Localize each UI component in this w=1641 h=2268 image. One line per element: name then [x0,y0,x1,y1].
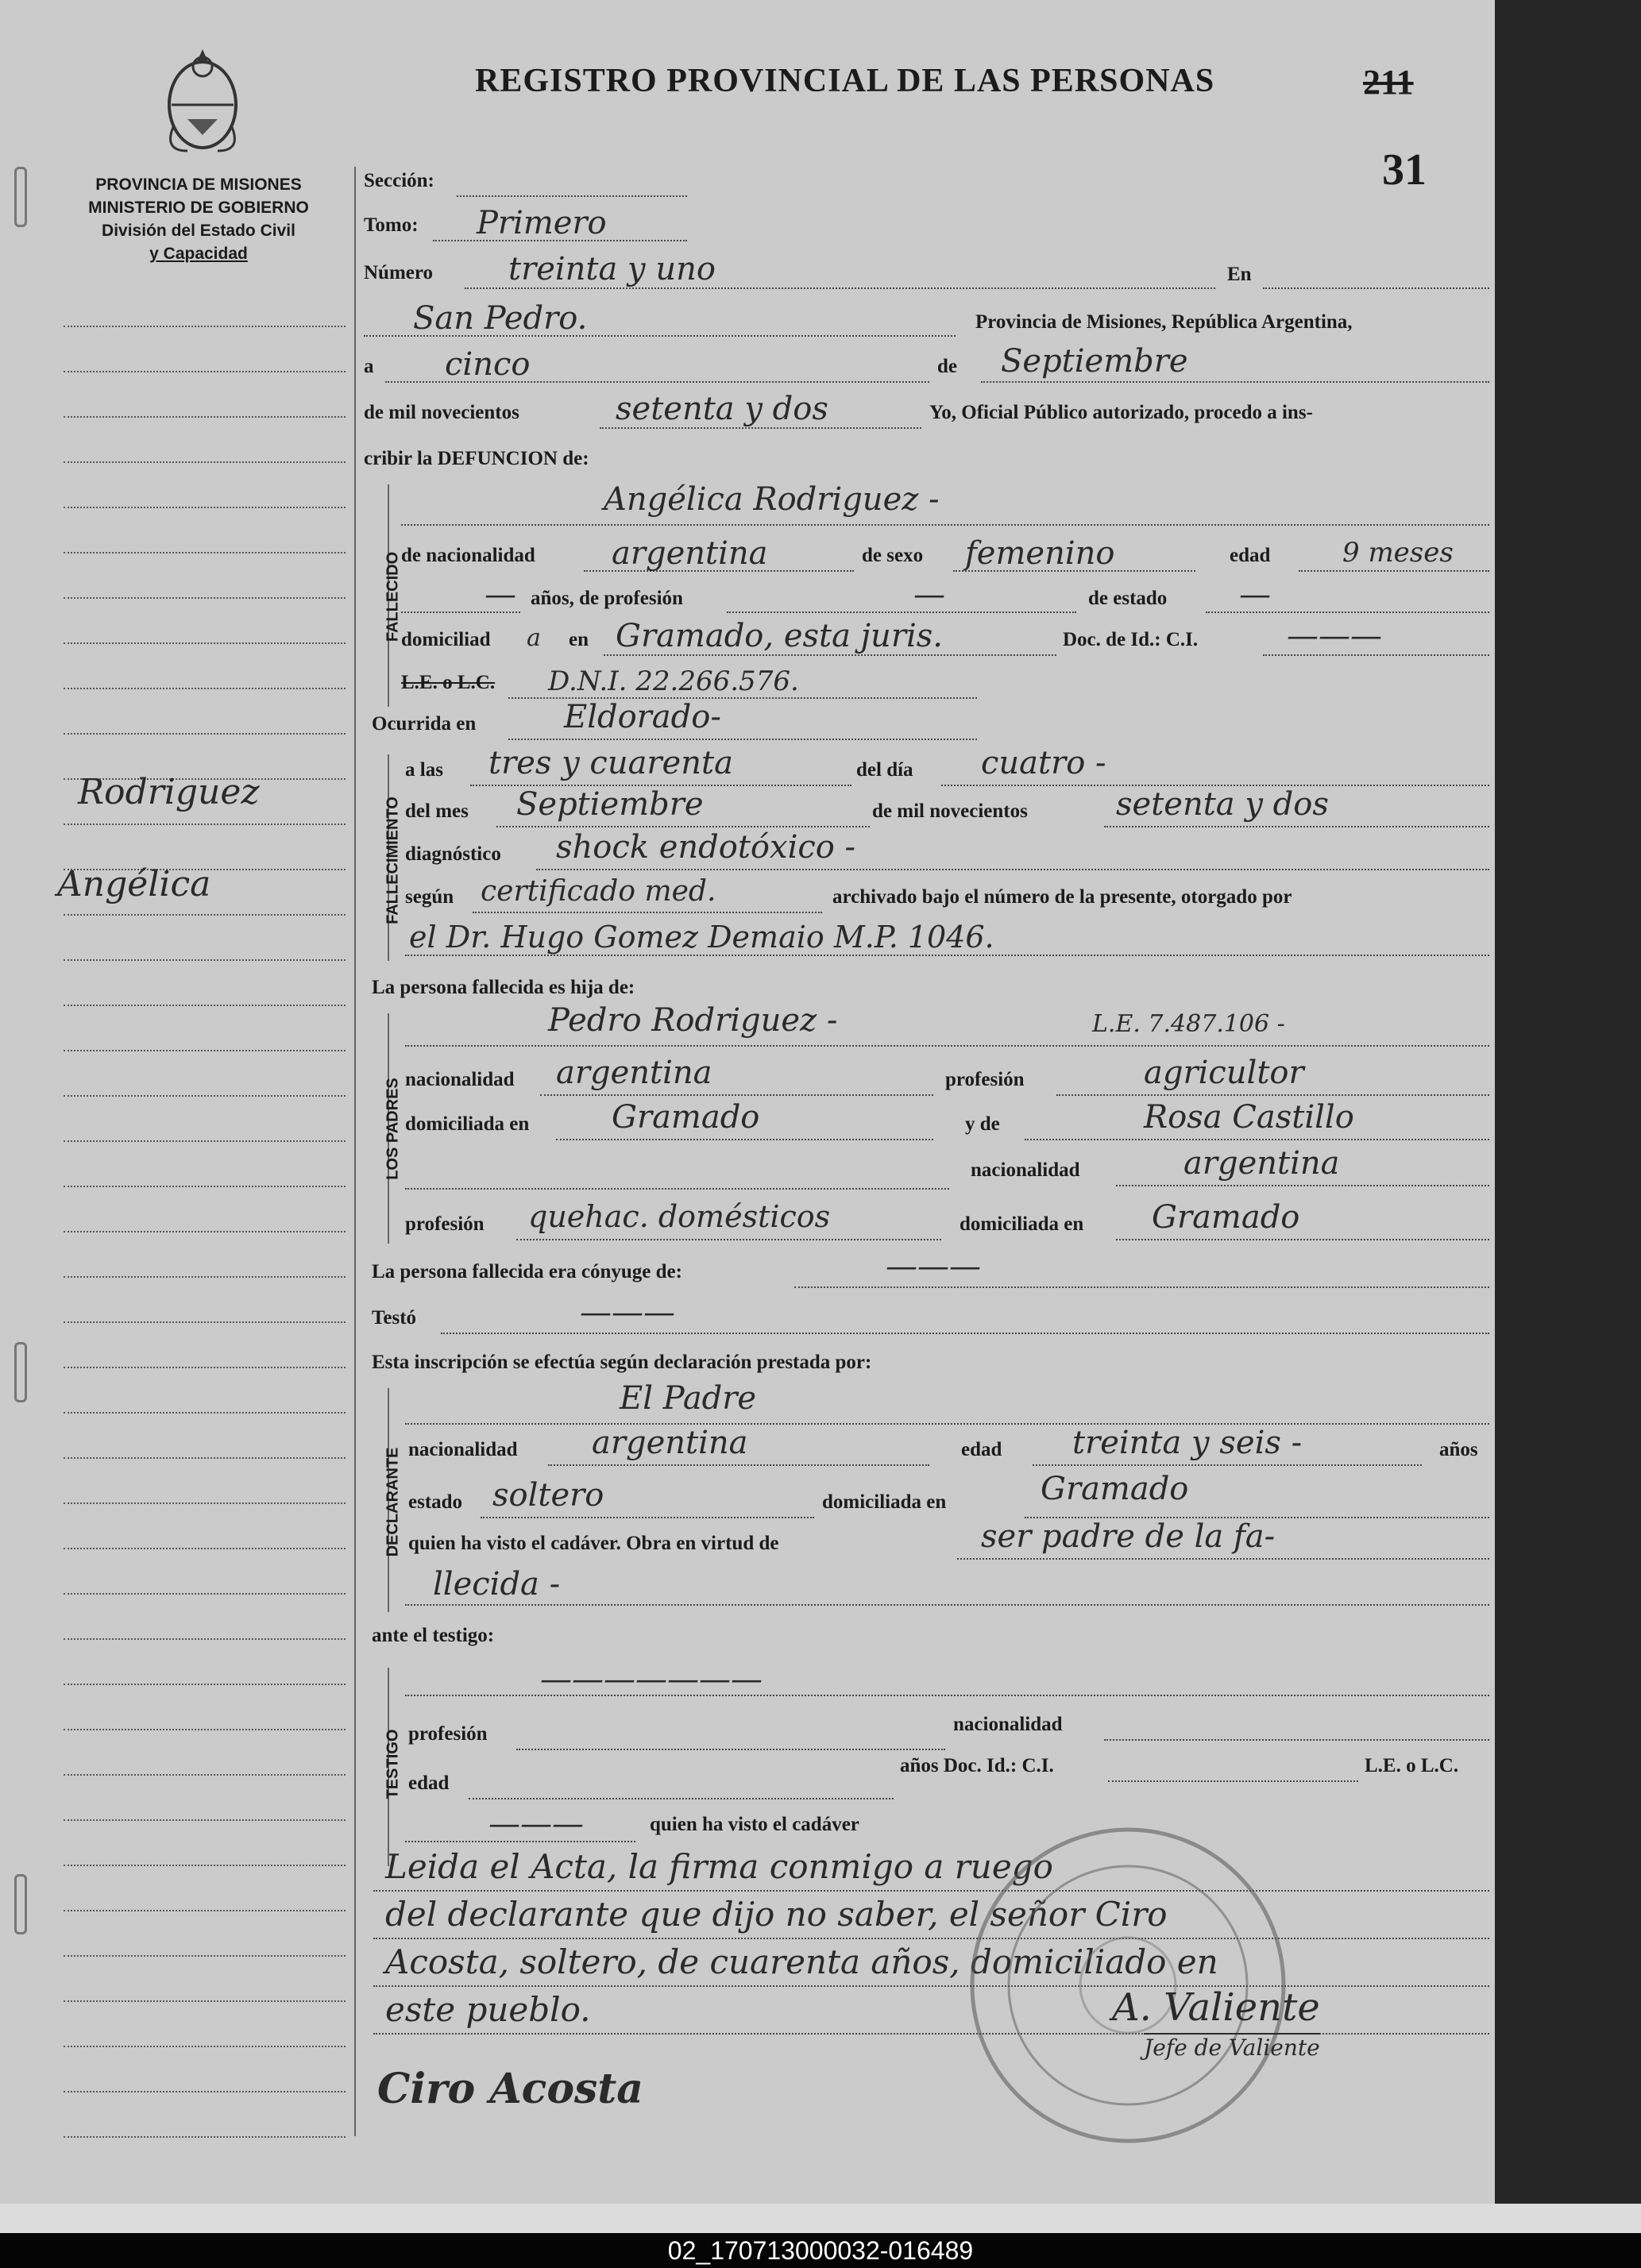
office-line: MINISTERIO DE GOBIERNO [88,199,309,217]
segun-value: certificado med. [481,875,716,908]
a-label: a [364,356,374,377]
decl-domicilio-label: domiciliada en [822,1491,947,1513]
diagnostico-line [536,869,1489,870]
testigo-edad-line [469,1798,894,1799]
sexo-value: femenino [965,535,1115,572]
madre-domicilio-label: domiciliada en [960,1213,1084,1235]
domicilio-line [604,654,1056,656]
virtud-value-1: ser padre de la fa- [981,1518,1276,1555]
padre-nacionalidad-line [540,1094,933,1096]
margin-line [64,2136,346,2138]
virtud-line-2 [405,1604,1489,1606]
padre-domicilio-line [556,1139,933,1140]
nombre-line [401,524,1489,526]
ocurrida-line [508,739,977,740]
a-las-label: a las [405,759,443,781]
sexo-label: de sexo [862,545,924,566]
margin-line [64,1186,346,1187]
de-mil-label: de mil novecientos [364,402,519,423]
margin-line [64,1276,346,1278]
margin-line [64,371,346,372]
section-testigo: TESTIGO [384,1729,402,1799]
margin-line [64,552,346,554]
anio-fallec-value: setenta y dos [1116,786,1329,823]
margin-line [64,1321,346,1323]
de-mil-2-label: de mil novecientos [872,800,1028,822]
padre-domicilio-label: domiciliada en [405,1113,530,1135]
section-fallecido: FALLECIDO [384,551,402,642]
margin-line [64,1548,346,1549]
madre-value: Rosa Castillo [1144,1099,1354,1136]
office-line: PROVINCIA DE MISIONES [95,176,302,194]
page-number-crossed: 211 [1363,63,1414,102]
margin-line [64,1005,346,1006]
margin-line [64,733,346,735]
decl-anos-label: años [1439,1439,1478,1460]
le-lc-label: L.E. o L.C. [401,672,496,693]
note-line [373,1890,1489,1892]
note-line-1: Leida el Acta, la firma conmigo a ruego [385,1847,1053,1886]
margin-line [64,688,346,689]
book-spine [1495,0,1641,2204]
testigo-le-lc-label: L.E. o L.C. [1365,1755,1459,1776]
signature-official-sub: Jefe de Valiente [1144,2035,1320,2061]
anos-profesion-label: años, de profesión [531,588,683,609]
binder-hole [14,1874,27,1934]
margin-line [64,1231,346,1232]
tomo-value: Primero [477,205,607,241]
profesion-line [727,611,1076,613]
padre-domicilio-value: Gramado [612,1099,760,1136]
conyuge-value: ——— [886,1248,981,1285]
del-dia-label: del día [856,759,913,781]
mes-fallec-line [496,826,870,827]
testo-label: Testó [372,1307,417,1329]
doc-id-label: Doc. de Id.: C.I. [1063,629,1199,650]
decl-nacionalidad-value: argentina [592,1425,748,1461]
anos-value: — [485,577,516,613]
testigo-anos-doc-label: años Doc. Id.: C.I. [900,1755,1054,1776]
tomo-label: Tomo: [364,214,419,236]
ante-testigo-label: ante el testigo: [372,1625,495,1646]
decl-nacionalidad-line [548,1464,929,1466]
profesion-value: — [913,577,945,613]
madre-line [1025,1139,1489,1140]
padre-nacionalidad-label: nacionalidad [405,1069,515,1090]
provincia-label: Provincia de Misiones, República Argentina, [975,311,1353,333]
ocurrida-label: Ocurrida en [372,713,477,735]
anio-line [600,427,921,429]
decl-estado-line [481,1517,814,1518]
declarante-line [405,1423,1489,1425]
del-mes-label: del mes [405,800,469,822]
padre-profesion-label: profesión [945,1069,1025,1090]
nacionalidad-value: argentina [612,535,768,572]
testo-value: ——— [580,1294,675,1331]
virtud-value-2: llecida - [433,1566,561,1603]
archivado-label: archivado bajo el número de la presente, otorgado por [832,886,1292,908]
testigo-nacionalidad-line [1104,1739,1489,1741]
margin-line [64,1095,346,1097]
margin-line [64,1865,346,1866]
margin-line [64,914,346,916]
margin-line [64,1140,346,1142]
dia-value: cinco [445,346,531,383]
image-caption: 02_170713000032-016489 [0,2233,1641,2268]
seccion-label: Sección: [364,170,434,191]
conyuge-label: La persona fallecida era cónyuge de: [372,1261,682,1282]
seccion-line [457,195,687,197]
signature-witness: Ciro Acosta [377,2065,644,2113]
visto-label: quien ha visto el cadáver. Obra en virtud de [408,1533,779,1554]
testigo-ci-line [1108,1780,1358,1782]
padre-doc-value: L.E. 7.487.106 - [1092,1010,1285,1038]
lugar-value: San Pedro. [413,300,588,337]
section-fallecimiento: FALLECIMIENTO [384,796,402,924]
y-de-label: y de [965,1113,1000,1135]
domiciliado-en-label: en [569,629,589,650]
footer-band [0,2204,1641,2233]
margin-line [64,642,346,644]
edad-value: 9 meses [1342,537,1454,569]
note-line [373,1938,1489,1939]
page-number: 31 [1382,145,1427,195]
inscribir-label: cribir la DEFUNCION de: [364,448,589,469]
margin-line [64,1593,346,1595]
padre-value: Pedro Rodriguez - [548,1002,838,1039]
padre-profesion-line [1056,1094,1489,1096]
ci-line [1263,654,1489,656]
gender-suffix: a [527,624,541,652]
margin-line [64,1367,346,1368]
dni-value: D.N.I. 22.266.576. [548,665,799,697]
inscripcion-label: Esta inscripción se efectúa según declaración prestada por: [372,1352,872,1373]
ci-value: ——— [1287,618,1382,654]
decl-domicilio-value: Gramado [1041,1471,1189,1507]
note-line-3: Acosta, soltero, de cuarenta años, domiciliado en [385,1942,1218,1981]
testigo-profesion-line [516,1749,945,1750]
estado-label: de estado [1088,588,1168,609]
dia-fallec-value: cuatro - [981,745,1106,781]
domiciliad-label: domiciliad [401,629,491,650]
note-line-2: del declarante que dijo no saber, el señor Ciro [385,1895,1168,1934]
margin-line [64,597,346,599]
diagnostico-value: shock endotóxico - [556,829,856,866]
testigo-profesion-label: profesión [408,1723,488,1745]
margin-line [64,1729,346,1730]
padre-nacionalidad-value: argentina [556,1055,712,1091]
margin-line [64,1684,346,1685]
margin-line [64,824,346,825]
anio-fallec-line [1104,826,1489,827]
decl-estado-value: soltero [492,1477,604,1514]
margin-line [64,461,346,463]
binder-hole [14,1342,27,1402]
margin-line [64,2046,346,2047]
madre-domicilio-line [1116,1239,1489,1240]
padre-extra-line [405,1188,949,1190]
testigo-edad-label: edad [408,1772,450,1794]
margin-line [64,1457,346,1459]
testigo-name-value: ——————— [540,1661,763,1698]
mes-fallec-value: Septiembre [516,786,704,823]
declarante-value: El Padre [620,1380,757,1417]
note-line-4: este pueblo. [385,1990,591,2029]
decl-nacionalidad-label: nacionalidad [408,1439,518,1460]
en-line [1263,287,1489,289]
margin-line [64,1638,346,1640]
medico-value: el Dr. Hugo Gomez Demaio M.P. 1046. [409,920,994,955]
margin-line [64,1502,346,1504]
testigo-nacionalidad-label: nacionalidad [953,1714,1063,1735]
margin-line [64,1412,346,1414]
segun-line [473,912,822,913]
office-line: División del Estado Civil [102,222,295,240]
office-heading [32,173,365,265]
madre-profesion-value: quehac. domésticos [528,1199,831,1234]
decl-estado-label: estado [408,1491,463,1513]
ocurrida-value: Eldorado- [564,699,721,735]
margin-line [64,1819,346,1821]
diagnostico-label: diagnóstico [405,843,501,865]
main-vertical-rule [354,167,356,2136]
mes-value: Septiembre [1001,343,1188,380]
quien-visto-label: quien ha visto el cadáver [650,1814,859,1835]
testigo-visto-value: ——— [488,1806,584,1842]
madre-domicilio-value: Gramado [1152,1199,1300,1236]
numero-value: treinta y uno [508,251,716,287]
de-label: de [937,356,957,377]
edad-line [1299,570,1489,572]
signature-official: A. Valiente [1112,1985,1320,2030]
numero-line [465,287,1215,289]
en-label: En [1227,264,1252,285]
estado-value: — [1239,577,1271,613]
note-line [373,1985,1489,1987]
domicilio-value: Gramado, esta juris. [616,618,943,654]
decl-edad-label: edad [961,1439,1002,1460]
nacionalidad-label: de nacionalidad [401,545,535,566]
madre-profesion-line [516,1239,941,1240]
testo-line [441,1333,1489,1334]
padre-profesion-value: agricultor [1144,1055,1304,1091]
coat-of-arms-emblem [156,40,249,159]
margin-line [64,416,346,418]
margin-given-name: Angélica [57,864,211,904]
margin-line [64,1910,346,1911]
edad-label: edad [1230,545,1271,566]
margin-line [64,507,346,508]
decl-edad-line [1033,1464,1422,1466]
madre-nacionalidad-value: argentina [1183,1145,1340,1182]
anio-value: setenta y dos [616,391,828,427]
oficial-label: Yo, Oficial Público autorizado, procedo a ins- [929,402,1313,423]
margin-line [64,1774,346,1776]
virtud-line [957,1558,1489,1560]
mes-line [981,381,1489,383]
margin-line [64,1050,346,1051]
margin-line [64,326,346,327]
section-declarante: DECLARANTE [384,1447,402,1557]
margin-surname: Rodriguez [78,772,260,812]
margin-line [64,959,346,961]
margin-line [64,1955,346,1957]
margin-line [64,2091,346,2092]
office-line: y Capacidad [149,245,248,263]
section-padres: LOS PADRES [384,1078,402,1180]
conyuge-line [794,1286,1489,1288]
binder-hole [14,167,27,227]
note-line [373,2033,1489,2035]
madre-profesion-label: profesión [405,1213,485,1235]
madre-nacionalidad-line [1116,1185,1489,1186]
nombre-value: Angélica Rodriguez - [604,481,940,518]
madre-nacionalidad-label: nacionalidad [971,1159,1080,1181]
page-title: REGISTRO PROVINCIAL DE LAS PERSONAS [475,63,1215,99]
medico-line [405,955,1489,956]
numero-label: Número [364,262,434,284]
hija-de-label: La persona fallecida es hija de: [372,977,635,998]
hora-value: tres y cuarenta [488,745,733,781]
segun-label: según [405,886,454,908]
padre-line [405,1045,1489,1047]
decl-edad-value: treinta y seis - [1072,1425,1303,1461]
margin-line [64,2000,346,2002]
